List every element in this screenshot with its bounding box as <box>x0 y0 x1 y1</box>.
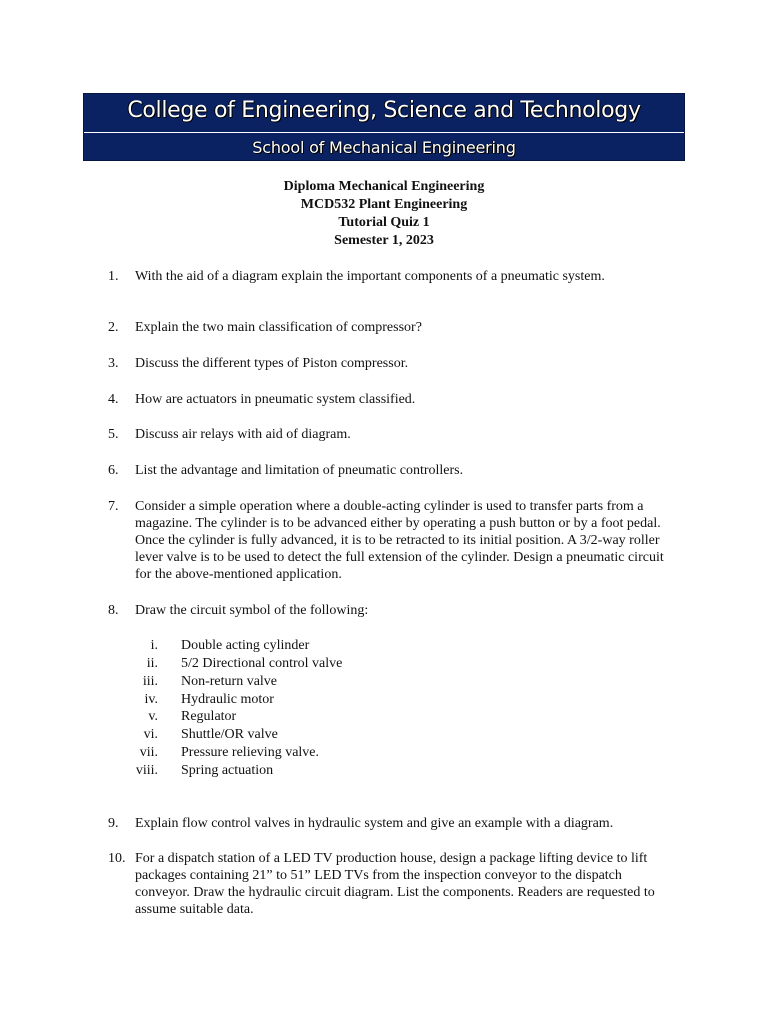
roman-numeral: ii. <box>146 656 158 671</box>
document-header <box>0 178 768 250</box>
question-number: 7. <box>108 499 119 514</box>
institution-banner <box>83 93 685 161</box>
question-1 <box>108 268 668 285</box>
symbol-list-item <box>120 691 520 709</box>
question-text: Discuss air relays with aid of diagram. <box>135 427 351 442</box>
question-text: List the advantage and limitation of pneumatic controllers. <box>135 463 464 478</box>
question-text: Discuss the different types of Piston compressor. <box>135 356 409 371</box>
question-number: 2. <box>108 320 119 335</box>
symbol-name: Shuttle/OR valve <box>181 727 278 742</box>
question-9 <box>108 815 668 832</box>
roman-numeral: i. <box>150 638 158 653</box>
symbol-name: Regulator <box>181 709 237 724</box>
symbol-name: Pressure relieving valve. <box>181 745 320 760</box>
question-number: 10. <box>108 851 126 866</box>
question-8 <box>108 602 668 619</box>
question-number: 8. <box>108 603 119 618</box>
question-6 <box>108 462 668 479</box>
symbol-name: 5/2 Directional control valve <box>181 656 343 671</box>
symbol-list-item <box>120 744 520 762</box>
question-2 <box>108 319 668 336</box>
question-10 <box>108 850 668 918</box>
question-text: How are actuators in pneumatic system classified. <box>135 392 416 407</box>
course-name: MCD532 Plant Engineering <box>300 197 468 212</box>
symbol-list-item <box>120 762 520 780</box>
question-number: 4. <box>108 392 119 407</box>
symbol-list-item <box>120 673 520 691</box>
question-text: Consider a simple operation where a double-acting cylinder is used to transfer parts from a magazine. The cylinder is to be advanced either by operating a push button or by a foot pedal. Once the cylinder is fully advanced, it is to be retracted to its initial position. A 3/2-way roller lever valve is to be used to detect the full extension of the cylinder. Design a pneumatic circuit for the above-mentioned application. <box>135 499 664 582</box>
question-text: Explain flow control valves in hydraulic system and give an example with a diagram. <box>135 816 614 831</box>
roman-numeral: vi. <box>143 727 158 742</box>
roman-numeral: viii. <box>135 763 158 778</box>
question-text: With the aid of a diagram explain the important components of a pneumatic system. <box>135 269 605 284</box>
symbol-name: Double acting cylinder <box>181 638 310 653</box>
symbol-list-item <box>120 655 520 673</box>
question-number: 3. <box>108 356 119 371</box>
question-number: 9. <box>108 816 119 831</box>
question-4 <box>108 391 668 408</box>
roman-numeral: v. <box>148 709 158 724</box>
school-title: School of Mechanical Engineering <box>252 138 516 157</box>
question-text: Explain the two main classification of compressor? <box>135 320 422 335</box>
question-3 <box>108 355 668 372</box>
question-number: 5. <box>108 427 119 442</box>
symbol-name: Hydraulic motor <box>181 692 274 707</box>
symbol-list-item <box>120 726 520 744</box>
question-number: 6. <box>108 463 119 478</box>
roman-numeral: vii. <box>139 745 158 760</box>
program-name: Diploma Mechanical Engineering <box>283 179 485 194</box>
question-5 <box>108 426 668 443</box>
symbol-list-item <box>120 637 520 655</box>
symbol-name: Spring actuation <box>181 763 274 778</box>
symbol-name: Non-return valve <box>181 674 278 689</box>
roman-numeral: iii. <box>142 674 158 689</box>
college-title: College of Engineering, Science and Technology <box>127 98 641 123</box>
question-text: For a dispatch station of a LED TV production house, design a package lifting device to lift packages containing 21” to 51” LED TVs from the inspection conveyor to the dispatch conveyor. Draw the hydraulic circuit diagram. List the components. Readers are requested to assume suitable data. <box>135 851 655 917</box>
symbol-list-item <box>120 708 520 726</box>
quiz-title: Tutorial Quiz 1 <box>338 215 430 230</box>
question-7 <box>108 498 668 583</box>
question-text: Draw the circuit symbol of the following: <box>135 603 369 618</box>
banner-divider <box>84 132 684 133</box>
semester-label: Semester 1, 2023 <box>334 233 434 248</box>
question-number: 1. <box>108 269 119 284</box>
roman-numeral: iv. <box>144 692 158 707</box>
